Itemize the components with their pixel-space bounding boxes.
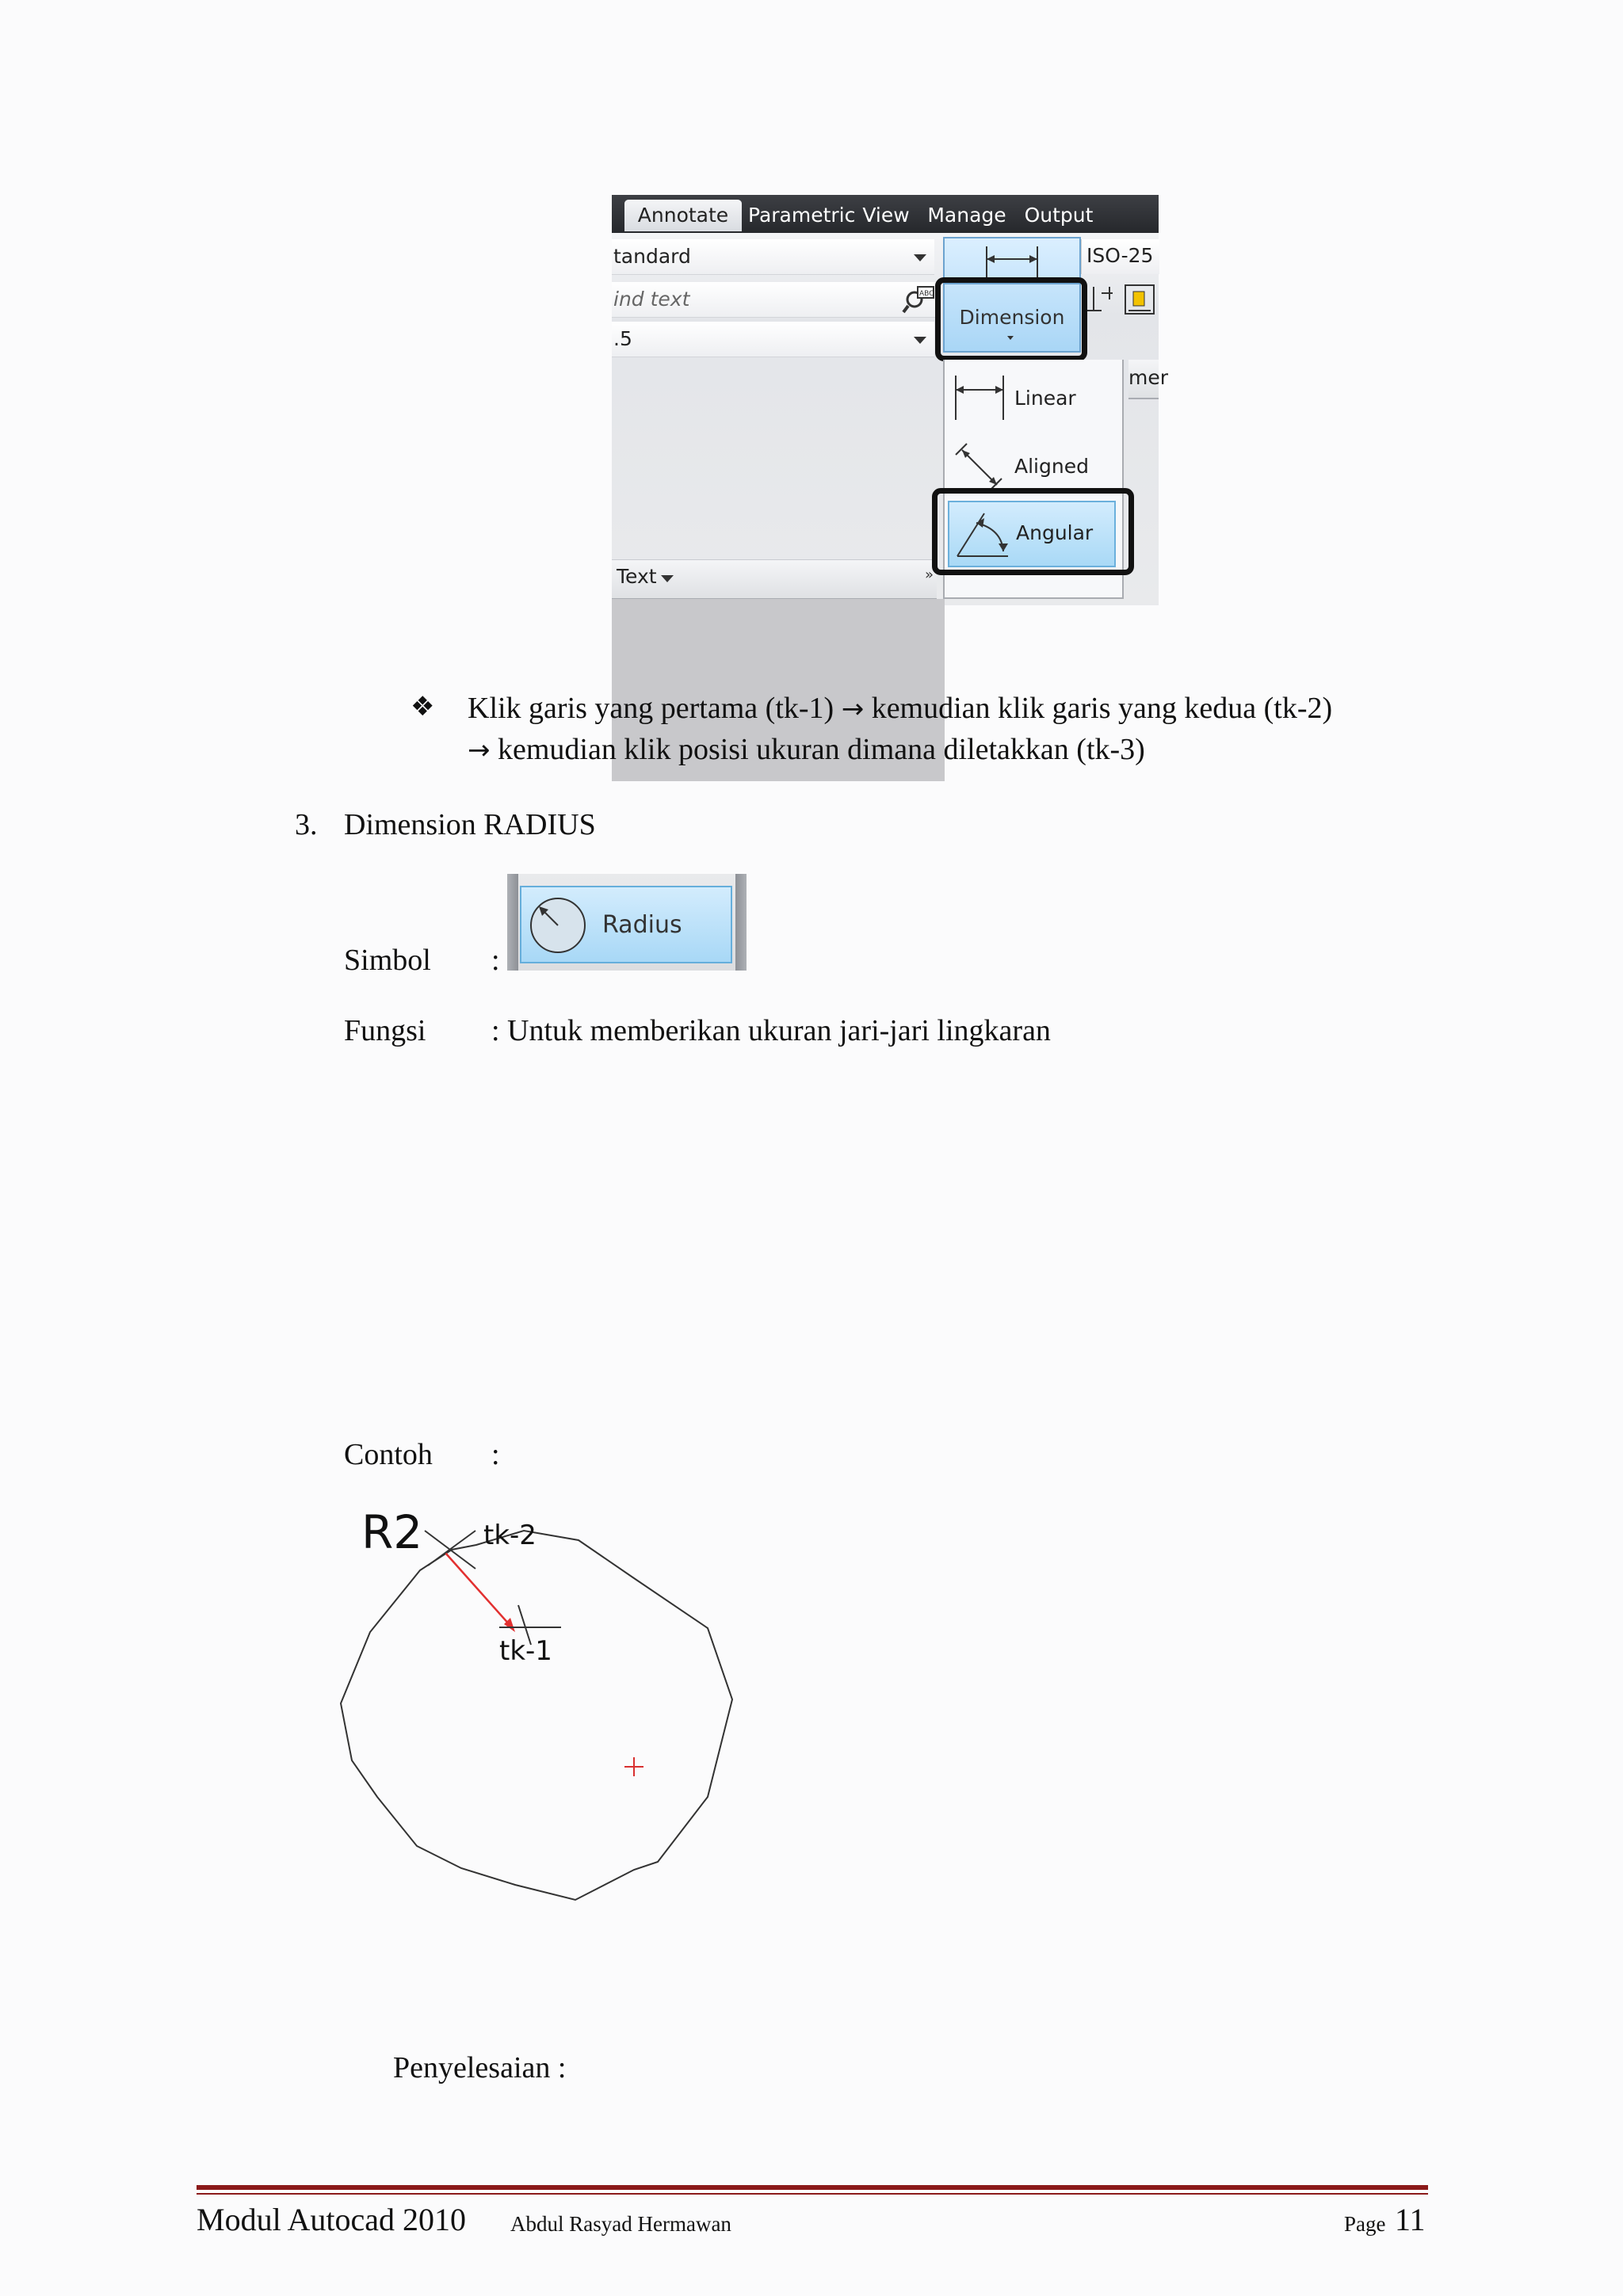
tab-output[interactable]: Output [1024,204,1094,227]
find-replace-icon[interactable] [903,285,935,315]
chevron-down-icon [914,337,926,344]
dim-tools-icons [1084,282,1159,318]
dimension-highlight-frame [935,277,1087,361]
menu-item-aligned-label: Aligned [1014,455,1089,478]
instruction-line-2-text: kemudian klik posisi ukuran dimana diletakkan (tk-3) [498,733,1145,766]
panel-edge [735,874,747,971]
svg-text:ABC: ABC [919,290,934,298]
radius-button-label: Radius [602,911,682,939]
chevron-down-icon [914,254,926,261]
cut-panel-title [1128,360,1169,399]
footer-module-title: Modul Autocad 2010 [197,2202,466,2237]
tab-parametric[interactable]: Parametric [748,204,856,227]
symbol-colon: : [491,944,500,977]
menu-item-linear-label: Linear [1014,387,1076,410]
text-height-combo[interactable] [612,322,934,357]
find-text-field[interactable] [612,282,938,318]
function-text: : Untuk memberikan ukuran jari-jari lingkaran [491,1014,1051,1047]
instruction-line-1a: Klik garis yang pertama (tk-1) [468,692,834,725]
point-label-tk-1: tk-1 [499,1635,552,1667]
aligned-icon [951,437,1008,494]
menu-item-linear[interactable] [945,366,1122,429]
linear-icon [951,372,1008,423]
ribbon-tab-bar [612,195,1159,233]
text-panel-label: Text [617,565,657,588]
text-height-value: .5 [613,327,632,350]
circle-outline [341,1531,732,1900]
bullet-diamond-icon: ❖ [411,691,435,723]
symbol-label: Simbol [344,944,431,977]
menu-item-angular-label: Angular [1016,521,1094,544]
dim-style-value: ISO-25 [1086,244,1154,267]
radius-example-drawing [341,1489,848,1965]
dimension-button-label: Dimension [959,306,1065,329]
footer-page-number: 11 [1395,2202,1426,2237]
instruction-line-1b: kemudian klik garis yang kedua (tk-2) [871,692,1333,725]
tab-annotate[interactable]: Annotate [624,200,742,231]
angular-highlight-frame [932,488,1134,575]
arrow-right-icon: → [841,693,865,725]
tk-2-cross-icon [425,1531,475,1569]
center-mark [624,1757,643,1776]
dialog-launcher-icon[interactable]: » [925,566,934,583]
example-colon: : [491,1438,500,1471]
cut-panel-label: mer [1128,366,1169,389]
section-title: Dimension RADIUS [344,808,596,841]
chevron-down-icon [661,575,674,582]
tab-view[interactable]: View [862,204,910,227]
example-label: Contoh [344,1438,433,1471]
instruction-line-1 [468,688,1332,730]
text-style-combo[interactable] [612,239,934,275]
ribbon-screenshot [612,195,1169,588]
dim-space-icon[interactable] [1125,285,1154,314]
text-panel-title[interactable] [612,559,937,600]
section-number: 3. [295,808,318,841]
text-style-value: tandard [613,245,691,268]
dim-style-combo[interactable] [1081,239,1159,274]
find-text-placeholder: ind text [613,288,690,311]
footer-author: Abdul Rasyad Hermawan [510,2212,731,2236]
footer-page-prefix: Page [1344,2212,1386,2236]
panel-edge [507,874,518,971]
dim-break-icon[interactable] [1087,287,1113,311]
leader-arrow-line [445,1553,510,1626]
point-label-tk-2: tk-2 [483,1520,537,1551]
radius-icon [528,895,588,955]
function-label: Fungsi [344,1014,426,1047]
solution-label: Penyelesaian : [393,2051,567,2084]
footer-rule-thin [197,2193,1428,2195]
arrow-right-icon: → [468,734,491,766]
footer-rule [197,2185,1428,2190]
dimension-text: R2 [361,1505,423,1559]
tab-manage[interactable]: Manage [927,204,1006,227]
instruction-line-2 [468,729,1145,771]
